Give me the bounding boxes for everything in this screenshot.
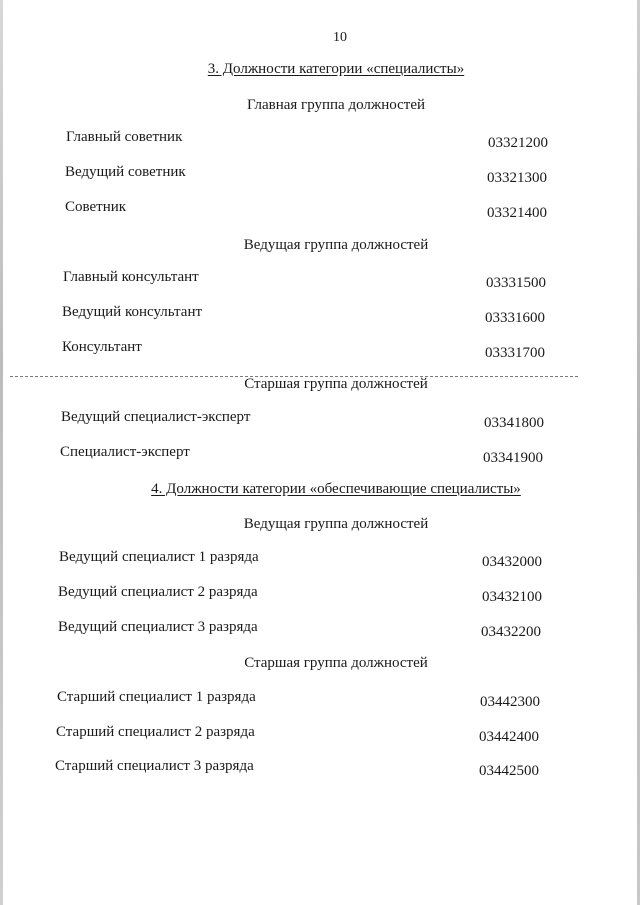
list-item: [0, 584, 640, 604]
position-title: Ведущий специалист 2 разряда: [58, 584, 258, 600]
list-item: [0, 689, 640, 709]
position-code: 03442400: [479, 729, 539, 745]
position-code: 03432200: [481, 624, 541, 640]
group-heading-senior: Старшая группа должностей: [244, 376, 428, 392]
position-code: 03442500: [479, 763, 539, 779]
list-item: [0, 304, 640, 324]
position-title: Консультант: [62, 339, 142, 355]
position-title: Старший специалист 3 разряда: [55, 758, 254, 774]
position-code: 03321300: [487, 170, 547, 186]
position-code: 03331700: [485, 345, 545, 361]
position-code: 03341800: [484, 415, 544, 431]
position-title: Специалист-эксперт: [60, 444, 190, 460]
position-title: Ведущий специалист-эксперт: [61, 409, 251, 425]
position-title: Ведущий специалист 3 разряда: [58, 619, 258, 635]
position-code: 03341900: [483, 450, 543, 466]
page-number: 10: [333, 30, 347, 45]
position-title: Советник: [65, 199, 127, 215]
list-item: [0, 444, 640, 464]
list-item: [0, 269, 640, 289]
list-item: [0, 164, 640, 184]
position-code: 03331500: [486, 275, 546, 291]
group-heading-leading: Ведущая группа должностей: [243, 237, 429, 253]
group-heading-main: Главная группа должностей: [246, 97, 426, 113]
group-heading-senior: Старшая группа должностей: [244, 655, 428, 671]
list-item: [0, 409, 640, 429]
list-item: [0, 758, 640, 778]
position-title: Старший специалист 1 разряда: [57, 689, 256, 705]
position-code: 03321400: [487, 205, 547, 221]
group-heading-leading: Ведущая группа должностей: [243, 516, 429, 532]
section-heading-support-specialists: 4. Должности категории «обеспечивающие специалисты»: [151, 481, 521, 497]
section-heading-specialists: 3. Должности категории «специалисты»: [207, 61, 465, 77]
position-title: Ведущий специалист 1 разряда: [59, 549, 259, 565]
position-title: Главный советник: [66, 129, 183, 145]
position-code: 03331600: [485, 310, 545, 326]
position-title: Главный консультант: [63, 269, 199, 285]
position-code: 03432100: [482, 589, 542, 605]
position-code: 03432000: [482, 554, 542, 570]
position-code: 03442300: [480, 694, 540, 710]
list-item: [0, 339, 640, 359]
position-title: Ведущий советник: [65, 164, 186, 180]
position-code: 03321200: [488, 135, 548, 151]
list-item: [0, 724, 640, 744]
list-item: [0, 199, 640, 219]
position-title: Ведущий консультант: [62, 304, 203, 320]
position-title: Старший специалист 2 разряда: [56, 724, 255, 740]
list-item: [0, 129, 640, 149]
list-item: [0, 619, 640, 639]
list-item: [0, 549, 640, 569]
